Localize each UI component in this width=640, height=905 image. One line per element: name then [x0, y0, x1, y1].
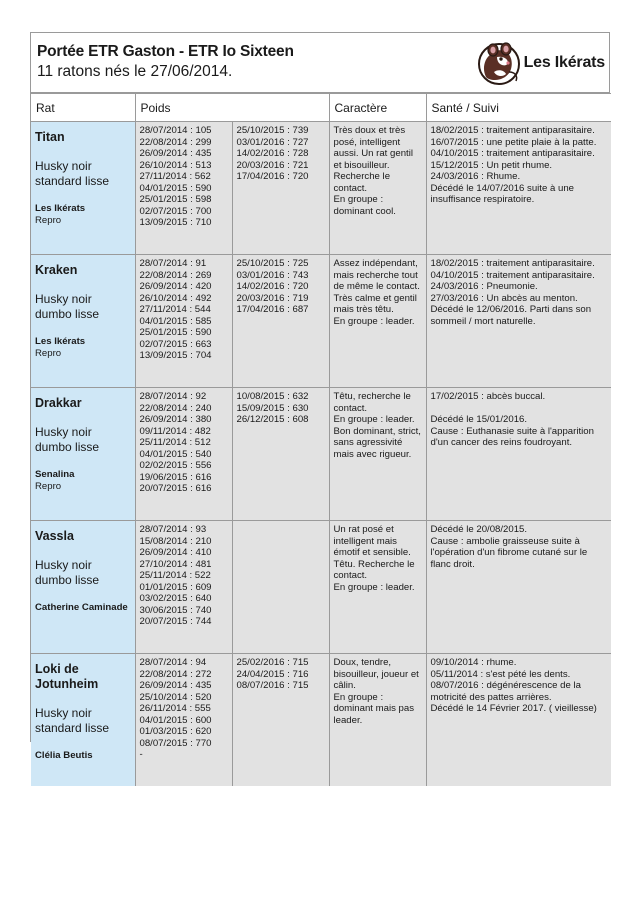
weight-entry: 26/09/2014 : 380: [139, 414, 212, 425]
litter-sheet: [30, 32, 610, 761]
weights-cell-first: [135, 654, 232, 787]
character-line: En groupe : dominant mais pas leader.: [333, 691, 415, 726]
weights-cell-first: [135, 122, 232, 255]
rat-status: Repro: [35, 215, 62, 226]
weight-entry: 26/09/2014 : 410: [139, 547, 212, 558]
weight-entry: 20/03/2016 : 721: [236, 159, 309, 171]
weight-entry: 02/07/2015 : 663: [139, 338, 212, 350]
health-line: 27/03/2016 : Un abcès au menton.: [430, 292, 578, 304]
rat-cell: [31, 654, 135, 787]
weight-entry: 03/01/2016 : 743: [236, 269, 309, 281]
weight-entry: 19/06/2015 : 616: [139, 471, 212, 483]
weight-entry: 20/03/2016 : 719: [236, 292, 309, 304]
weight-entry: 26/11/2014 : 555: [139, 703, 211, 714]
logo-text: Les Ikérats: [523, 54, 605, 71]
weight-entry: 17/04/2016 : 720: [236, 171, 309, 182]
weight-entry: -: [139, 749, 143, 760]
weight-entry: 15/09/2015 : 630: [236, 402, 309, 414]
character-line: En groupe : leader.: [333, 315, 415, 327]
weight-entry: 04/01/2015 : 540: [139, 448, 212, 460]
weight-entry: 01/03/2015 : 620: [139, 726, 212, 737]
weight-entry: 10/08/2015 : 632: [236, 391, 309, 402]
weight-entry: 08/07/2015 : 770: [139, 737, 212, 749]
weight-entry: 02/02/2015 : 556: [139, 460, 212, 471]
character-line: Un rat posé et intelligent mais émotif et sensible. Têtu. Recherche le contact.: [333, 524, 415, 581]
character-cell: [329, 654, 426, 787]
character-line: Doux, tendre, bisouilleur, joueur et câlin.: [333, 657, 419, 691]
rat-owner: Catherine Caminade: [35, 602, 128, 613]
weights-cell-first: [135, 521, 232, 654]
rat-owner: Les Ikérats: [35, 336, 86, 347]
health-line: 09/10/2014 : rhume.: [430, 657, 517, 668]
weight-entry: 27/11/2014 : 562: [139, 171, 211, 182]
weight-entry: 22/08/2014 : 240: [139, 402, 212, 414]
health-line: Cause : ambolie graisseuse suite à l'opération d'un fibrome cutané sur le flanc droit.: [430, 535, 588, 570]
health-line: Décédé le 14 Février 2017. ( vieillesse): [430, 703, 597, 714]
weight-entry: 03/02/2015 : 640: [139, 593, 212, 604]
weight-entry: 20/07/2015 : 616: [139, 483, 212, 494]
page-title: Portée ETR Gaston - ETR Io Sixteen: [37, 43, 294, 60]
rat-owner: Clélia Beutis: [35, 750, 93, 761]
character-cell: [329, 388, 426, 521]
weight-entry: 13/09/2015 : 704: [139, 350, 212, 361]
weight-entry: 27/11/2014 : 544: [139, 304, 211, 315]
health-line: 04/10/2015 : traitement antiparasitaire.: [430, 269, 595, 281]
weights-cell-first: [135, 255, 232, 388]
table-row: [31, 388, 611, 521]
column-header-character: Caractère: [329, 94, 426, 122]
table-row: [31, 122, 611, 255]
weights-cell-second: [232, 122, 329, 255]
weight-entry: 25/11/2014 : 522: [139, 570, 211, 581]
weight-entry: 26/10/2014 : 513: [139, 159, 212, 171]
health-line: 08/07/2016 : dégénérescence de la motricité des pattes arrières.: [430, 680, 581, 703]
weights-cell-second: [232, 255, 329, 388]
column-header-weights: Poids: [135, 94, 329, 122]
weight-entry: 25/02/2016 : 715: [236, 657, 309, 668]
rat-cell: [31, 255, 135, 388]
health-line: Décédé le 20/08/2015.: [430, 524, 528, 535]
weight-entry: 27/10/2014 : 481: [139, 558, 212, 570]
table-row: [31, 521, 611, 654]
weight-entry: 26/09/2014 : 435: [139, 680, 212, 691]
column-header-health: Santé / Suivi: [426, 94, 611, 122]
rat-breed: Husky noir dumbo lisse: [35, 292, 100, 321]
table-row: [31, 654, 611, 787]
weight-entry: 28/07/2014 : 105: [139, 125, 212, 136]
weight-entry: 15/08/2014 : 210: [139, 535, 212, 547]
logo: [477, 38, 605, 88]
health-line: 05/11/2014 : s'est pété les dents.: [430, 668, 571, 680]
column-header-rat: Rat: [31, 94, 135, 122]
character-cell: [329, 521, 426, 654]
weight-entry: 25/01/2015 : 590: [139, 327, 212, 338]
weight-entry: 01/01/2015 : 609: [139, 581, 212, 593]
rat-name: Titan: [35, 130, 65, 144]
rat-name: Kraken: [35, 263, 78, 277]
weight-entry: 04/01/2015 : 600: [139, 714, 212, 726]
weight-entry: 26/12/2015 : 608: [236, 414, 309, 425]
rat-cell: [31, 122, 135, 255]
weight-entry: 28/07/2014 : 94: [139, 657, 207, 668]
weight-entry: 04/01/2015 : 590: [139, 182, 212, 194]
character-line: Têtu, recherche le contact.: [333, 391, 411, 414]
health-line: Cause : Euthanasie suite à l'apparition d'un cancer des reins foudroyant.: [430, 425, 594, 448]
weight-entry: 14/02/2016 : 728: [236, 148, 309, 159]
weights-cell-first: [135, 388, 232, 521]
rat-cell: [31, 521, 135, 654]
weights-cell-second: [232, 521, 329, 654]
weights-cell-second: [232, 654, 329, 787]
rat-breed: Husky noir dumbo lisse: [35, 558, 100, 587]
rat-name: Vassla: [35, 529, 74, 543]
litter-table: [31, 93, 611, 786]
weight-entry: 25/01/2015 : 598: [139, 194, 212, 205]
spacer: [431, 403, 608, 415]
rat-owner: Les Ikérats: [35, 203, 86, 214]
health-cell: [426, 521, 611, 654]
page-subtitle: 11 ratons nés le 27/06/2014.: [37, 63, 233, 80]
rat-breed: Husky noir dumbo lisse: [35, 425, 100, 454]
rat-logo-icon: [477, 39, 521, 87]
weight-entry: 26/09/2014 : 420: [139, 281, 212, 292]
weight-entry: 22/08/2014 : 272: [139, 668, 212, 680]
weight-entry: 17/04/2016 : 687: [236, 304, 309, 315]
weight-entry: 24/04/2015 : 716: [236, 668, 309, 680]
weight-entry: 04/01/2015 : 585: [139, 315, 212, 327]
weight-entry: 28/07/2014 : 91: [139, 258, 207, 269]
rat-status: Repro: [35, 348, 62, 359]
health-line: 16/07/2015 : une petite plaie à la patte.: [430, 136, 597, 148]
health-line: 15/12/2015 : Un petit rhume.: [430, 159, 553, 171]
health-line: Décédé le 15/01/2016.: [430, 414, 528, 425]
rat-cell: [31, 388, 135, 521]
weight-entry: 02/07/2015 : 700: [139, 205, 212, 217]
character-line: Très doux et très posé, intelligent aussi. Un rat gentil et bisouilleur. Recherche le contact.: [333, 125, 413, 194]
weight-entry: 25/11/2014 : 512: [139, 437, 211, 448]
health-cell: [426, 388, 611, 521]
weight-entry: 09/11/2014 : 482: [139, 425, 211, 437]
weight-entry: 25/10/2015 : 725: [236, 258, 309, 269]
weight-entry: 22/08/2014 : 299: [139, 136, 212, 148]
health-line: Décédé le 12/06/2016. Parti dans son sommeil / mort naturelle.: [430, 304, 592, 327]
weight-entry: 25/10/2014 : 520: [139, 691, 212, 703]
rat-breed: Husky noir standard lisse: [35, 159, 110, 188]
table-header-row: [31, 94, 611, 122]
weight-entry: 22/08/2014 : 269: [139, 269, 212, 281]
health-line: 18/02/2015 : traitement antiparasitaire.: [430, 125, 595, 136]
weight-entry: 28/07/2014 : 92: [139, 391, 207, 402]
health-cell: [426, 255, 611, 388]
character-line: En groupe : dominant cool.: [333, 194, 396, 217]
rat-breed: Husky noir standard lisse: [35, 706, 110, 735]
weight-entry: 26/10/2014 : 492: [139, 292, 212, 304]
character-line: En groupe : leader.: [333, 581, 415, 593]
character-line: En groupe : leader. Bon dominant, strict, sans agressivité mais avec rigueur.: [333, 414, 421, 460]
health-line: Décédé le 14/07/2016 suite à une insuffisance respiratoire.: [430, 182, 574, 205]
health-line: 18/02/2015 : traitement antiparasitaire.: [430, 258, 595, 269]
sheet-header: [31, 33, 609, 93]
weight-entry: 25/10/2015 : 739: [236, 125, 309, 136]
weight-entry: 30/06/2015 : 740: [139, 604, 212, 616]
rat-status: Repro: [35, 481, 62, 492]
character-cell: [329, 122, 426, 255]
weight-entry: 14/02/2016 : 720: [236, 281, 309, 292]
weight-entry: 03/01/2016 : 727: [236, 136, 309, 148]
character-line: Assez indépendant, mais recherche tout de même le contact. Très calme et gentil mais très têtu.: [333, 258, 420, 315]
character-cell: [329, 255, 426, 388]
rat-name: Loki de Jotunheim: [35, 662, 99, 691]
health-line: 24/03/2016 : Rhume.: [430, 171, 521, 182]
weight-entry: 26/09/2014 : 435: [139, 148, 212, 159]
table-body: [31, 122, 611, 787]
rat-name: Drakkar: [35, 396, 82, 410]
health-cell: [426, 654, 611, 787]
weights-cell-second: [232, 388, 329, 521]
weight-entry: 28/07/2014 : 93: [139, 524, 207, 535]
rat-owner: Senalina: [35, 469, 75, 480]
table-row: [31, 255, 611, 388]
weight-entry: 13/09/2015 : 710: [139, 217, 212, 228]
health-line: 17/02/2015 : abcès buccal.: [430, 391, 546, 402]
weight-entry: 20/07/2015 : 744: [139, 616, 212, 627]
health-line: 24/03/2016 : Pneumonie.: [430, 281, 538, 292]
health-cell: [426, 122, 611, 255]
health-line: 04/10/2015 : traitement antiparasitaire.: [430, 148, 595, 159]
weight-entry: 08/07/2016 : 715: [236, 680, 309, 691]
